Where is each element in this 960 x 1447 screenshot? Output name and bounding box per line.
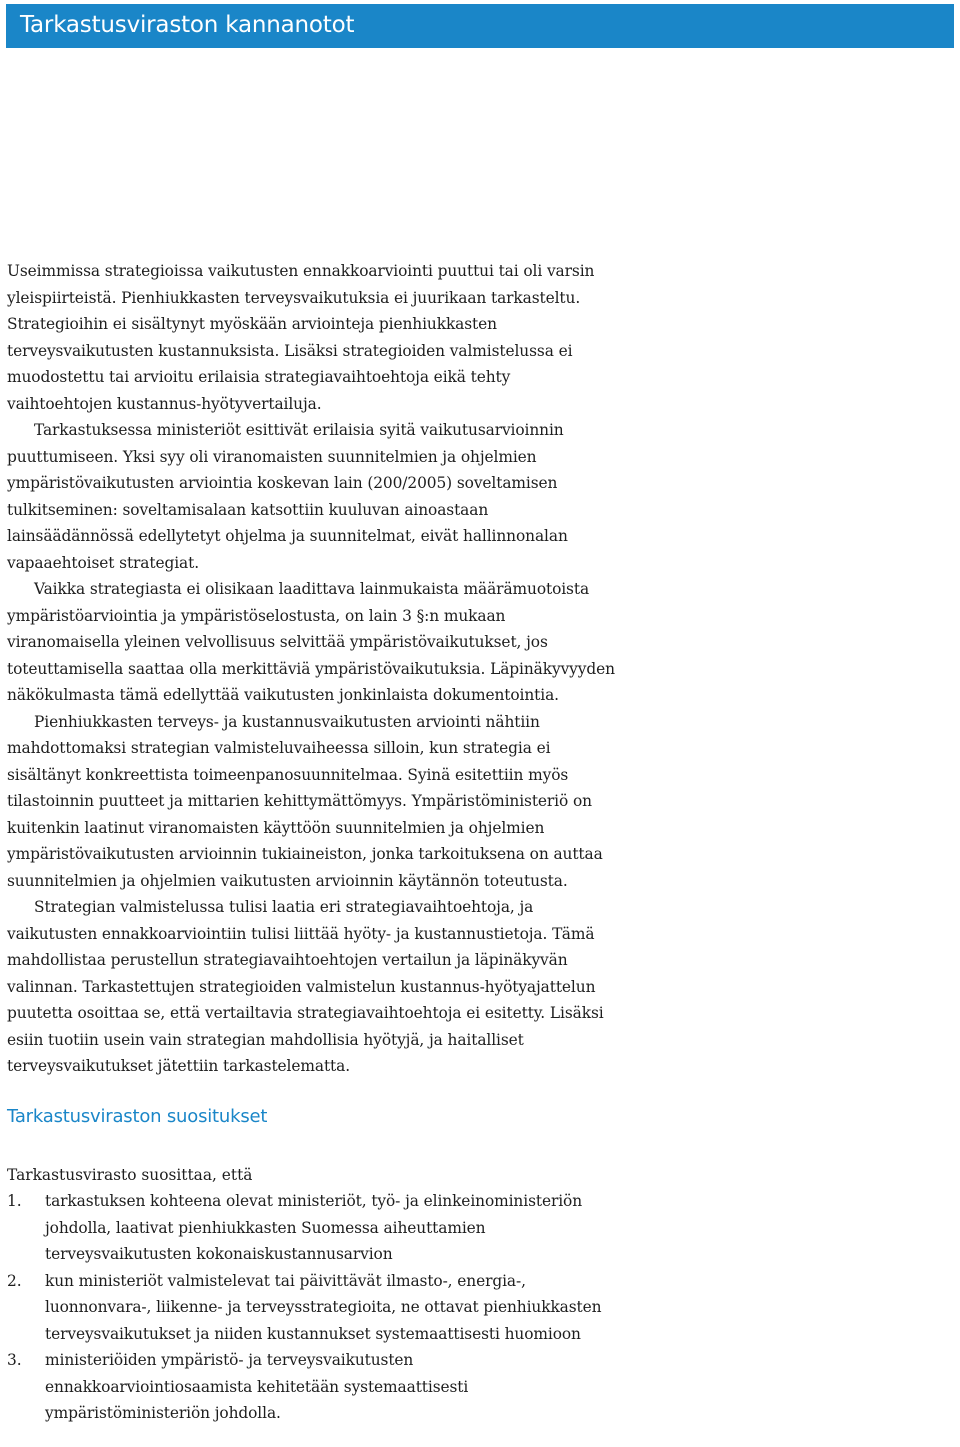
- recommendation-number: 2.: [7, 1271, 22, 1290]
- body-text: [7, 258, 619, 1080]
- recommendation-item: [7, 1347, 619, 1427]
- page-title: Tarkastusviraston kannanotot: [20, 12, 355, 38]
- recommendations-intro: Tarkastusvirasto suosittaa, että: [7, 1166, 253, 1184]
- recommendation-text: tarkastuksen kohteena olevat ministeriöt, työ- ja elinkeinoministeriön johdolla, laativat pienhiukkasten Suomessa aiheuttamien terveysvaikutusten kokonaiskustannusarvion: [45, 1192, 583, 1263]
- recommendation-number: 1.: [7, 1192, 22, 1210]
- recommendation-item: [7, 1188, 619, 1268]
- recommendation-number: 3.: [7, 1351, 22, 1369]
- body-paragraph: Pienhiukkasten terveys- ja kustannusvaikutusten arviointi nähtiin mahdottomaksi strategian valmisteluvaiheessa silloin, kun strategia ei sisältänyt konkreettista toimeenpanosuunnitelmaa. Syinä esitettiin myös tilastoinnin puutteet ja mittarien kehittymättömyys. Ympäristöministeriö on kuitenkin laatinut viranomaisten käyttöön suunnitelmien ja ohjelmien ympäristövaikutusten arvioinnin tukiaineiston, jonka tarkoituksena on auttaa suunnitelmien ja ohjelmien vaikutusten arvioinnin käytännön toteutusta.: [7, 712, 603, 890]
- body-paragraph: Strategian valmistelussa tulisi laatia eri strategiavaihtoehtoja, ja vaikutusten ennakkoarviointiin tulisi liittää hyöty- ja kustannustietoja. Tämä mahdollistaa perustellun strategiavaihtoehtojen vertailun ja läpinäkyvän valinnan. Tarkastettujen strategioiden valmistelun kustannus-hyötyajattelun puutetta osoittaa se, että vertailtavia strategiavaihtoehtoja ei esitetty. Lisäksi esiin tuotiin usein vain strategian mahdollisia hyötyjä, ja haitalliset terveysvaikutukset jätettiin tarkastelematta.: [7, 898, 604, 1075]
- body-paragraph: Tarkastuksessa ministeriöt esittivät erilaisia syitä vaikutusarvioinnin puuttumiseen. Yksi syy oli viranomaisten suunnitelmien ja ohjelmien ympäristövaikutusten arviointia koskevan lain (200/2005) soveltamisen tulkitseminen: soveltamisalaan katsottiin kuuluvan ainoastaan lainsäädännössä edellytetyt ohjelma ja suunnitelmat, eivät hallinnonalan vapaaehtoiset strategiat.: [7, 421, 568, 572]
- body-paragraph: Vaikka strategiasta ei olisikaan laadittava lainmukaista määrämuotoista ympäristöarviointia ja ympäristöselostusta, on lain 3 §:n mukaan viranomaisella yleinen velvollisuus selvittää ympäristövaikutukset, jos toteuttamisella saattaa olla merkittäviä ympäristövaikutuksia. Läpinäkyvyyden näkökulmasta tämä edellyttää vaikutusten jonkinlaista dokumentointia.: [7, 580, 615, 704]
- recommendation-item: [7, 1268, 619, 1348]
- page-header-bar: [6, 4, 954, 48]
- recommendation-text: kun ministeriöt valmistelevat tai päivittävät ilmasto-, energia-, luonnonvara-, liikenne- ja terveysstrategioita, ne ottavat pienhiukkasten terveysvaikutukset ja niiden kustannukset systemaattisesti huomioon: [45, 1271, 602, 1343]
- recommendations-heading: Tarkastusviraston suositukset: [7, 1106, 268, 1127]
- body-paragraph: Useimmissa strategioissa vaikutusten ennakkoarviointi puuttui tai oli varsin yleispiirteistä. Pienhiukkasten terveysvaikutuksia ei juurikaan tarkasteltu. Strategioihin ei sisältynyt myöskään arviointeja pienhiukkasten terveysvaikutusten kustannuksista. Lisäksi strategioiden valmistelussa ei muodostettu tai arvioitu erilaisia strategiavaihtoehtoja eikä tehty vaihtoehtojen kustannus-hyötyvertailuja.: [7, 262, 595, 413]
- recommendation-text: ministeriöiden ympäristö- ja terveysvaikutusten ennakkoarviointiosaamista kehitetään systemaattisesti ympäristöministeriön johdolla.: [45, 1351, 469, 1422]
- recommendations-list: [7, 1188, 619, 1427]
